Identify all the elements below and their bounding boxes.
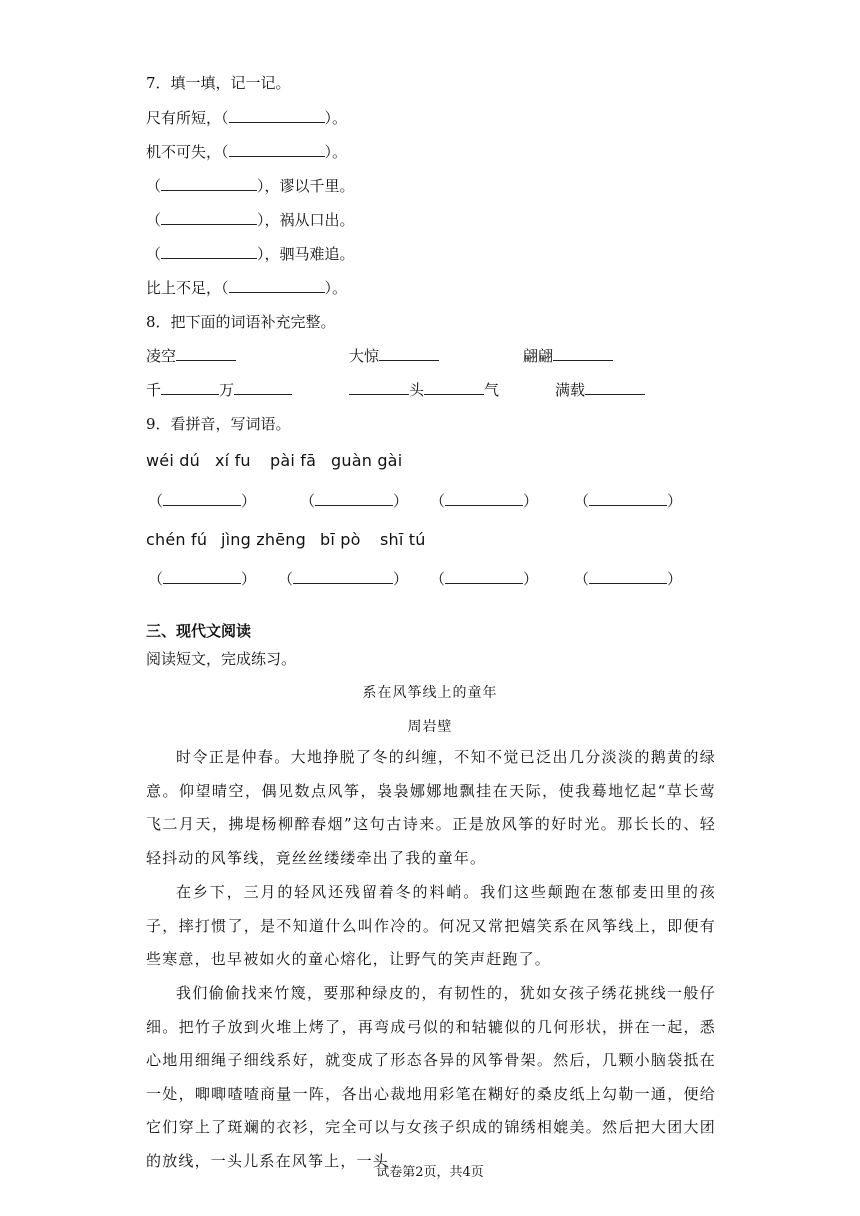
answer-blank[interactable] bbox=[229, 155, 325, 157]
paren-close: ） bbox=[241, 570, 257, 588]
answer-blank[interactable] bbox=[315, 504, 393, 506]
q9-answer-4[interactable] bbox=[574, 490, 682, 511]
paren-open: （ bbox=[574, 492, 590, 510]
q8-word: 千 bbox=[146, 381, 162, 399]
paren-close: ） bbox=[667, 570, 683, 588]
paren-open: （ bbox=[148, 570, 164, 588]
q9-answer-1[interactable] bbox=[148, 490, 256, 511]
q9-answer-6[interactable] bbox=[278, 568, 408, 589]
answer-blank[interactable] bbox=[379, 359, 439, 361]
answer-blank[interactable] bbox=[445, 582, 523, 584]
q7-line-4 bbox=[146, 209, 355, 230]
pinyin-6: jìng zhēng bbox=[221, 530, 306, 549]
answer-blank[interactable] bbox=[585, 393, 645, 395]
q8-heading: 8．把下面的词语补充完整。 bbox=[146, 313, 336, 331]
answer-blank[interactable] bbox=[589, 504, 667, 506]
section-instruction: 阅读短文，完成练习。 bbox=[146, 650, 297, 668]
q7-line-2-after: ）。 bbox=[324, 143, 348, 161]
answer-blank[interactable] bbox=[293, 582, 393, 584]
answer-blank[interactable] bbox=[553, 359, 613, 361]
page-footer: 试卷第2页，共4页 bbox=[376, 1165, 484, 1180]
q9-answer-3[interactable] bbox=[430, 490, 538, 511]
q8-word: 翩翩 bbox=[523, 347, 554, 365]
q8-item-3 bbox=[523, 345, 613, 366]
section-heading: 三、现代文阅读 bbox=[146, 622, 252, 640]
paren-open: （ bbox=[574, 570, 590, 588]
q7-line-1-after: ）。 bbox=[324, 109, 348, 127]
answer-blank[interactable] bbox=[349, 393, 409, 395]
answer-blank[interactable] bbox=[234, 393, 292, 395]
pinyin-4: guàn gài bbox=[331, 451, 403, 470]
q9-answer-2[interactable] bbox=[300, 490, 408, 511]
q8-word: 凌空 bbox=[146, 347, 177, 365]
paren-close: ） bbox=[241, 492, 257, 510]
q7-line-4-before: （ bbox=[146, 211, 162, 229]
pinyin-1: wéi dú bbox=[146, 451, 200, 470]
q8-word: 满载 bbox=[555, 381, 586, 399]
q7-line-2-before: 机不可失，（ bbox=[146, 143, 229, 161]
paren-close: ） bbox=[667, 492, 683, 510]
answer-blank[interactable] bbox=[161, 223, 257, 225]
q7-heading: 7．填一填，记一记。 bbox=[146, 74, 291, 92]
paren-close: ） bbox=[393, 570, 409, 588]
q7-line-1 bbox=[146, 107, 347, 128]
q7-line-1-before: 尺有所短，（ bbox=[146, 109, 229, 127]
article-title: 系在风筝线上的童年 bbox=[362, 685, 498, 701]
q8-item-4 bbox=[146, 379, 292, 400]
q8-word: 气 bbox=[484, 381, 500, 399]
answer-blank[interactable] bbox=[229, 121, 325, 123]
paren-open: （ bbox=[430, 570, 446, 588]
article-paragraph-1: 时令正是仲春。大地挣脱了冬的纠缠，不知不觉已泛出几分淡淡的鹅黄的绿意。仰望晴空，偶见数点风筝，袅袅娜娜地飘挂在天际，使我蓦地忆起“草长莺飞二月天，拂堤杨柳醉春烟”这句古诗来。正是放风筝的好时光。那长长的、轻轻抖动的风筝线，竟丝丝缕缕牵出了我的童年。 bbox=[146, 748, 716, 867]
paren-close: ） bbox=[393, 492, 409, 510]
answer-blank[interactable] bbox=[229, 291, 325, 293]
q7-line-3 bbox=[146, 175, 355, 196]
paren-open: （ bbox=[148, 492, 164, 510]
paren-open: （ bbox=[430, 492, 446, 510]
pinyin-3: pài fā bbox=[270, 451, 317, 470]
answer-blank[interactable] bbox=[161, 393, 219, 395]
answer-blank[interactable] bbox=[176, 359, 236, 361]
answer-blank[interactable] bbox=[424, 393, 484, 395]
article-paragraph-3: 我们偷偷找来竹篾，要那种绿皮的，有韧性的，犹如女孩子绣花挑线一般仔细。把竹子放到火堆上烤了，再弯成弓似的和轱辘似的几何形状，拼在一起，悉心地用细绳子细线系好，就变成了形态各异的风筝骨架。然后，几颗小脑袋抵在一处，唧唧喳喳商量一阵，各出心裁地用彩笔在糊好的桑皮纸上勾勒一通，便给它们穿上了斑斓的衣衫，完全可以与女孩子织成的锦绣相媲美。然后把大团大团的放线，一头儿系在风筝上，一头 bbox=[146, 984, 716, 1170]
q8-word: 万 bbox=[219, 381, 235, 399]
q8-item-1 bbox=[146, 345, 236, 366]
paren-open: （ bbox=[300, 492, 316, 510]
q7-line-5-before: （ bbox=[146, 245, 162, 263]
answer-blank[interactable] bbox=[161, 189, 257, 191]
answer-blank[interactable] bbox=[161, 257, 257, 259]
q8-item-2 bbox=[349, 345, 439, 366]
q7-line-6-before: 比上不足，（ bbox=[146, 279, 229, 297]
pinyin-7: bī pò bbox=[320, 530, 361, 549]
pinyin-8: shī tú bbox=[380, 530, 426, 549]
q8-word: 大惊 bbox=[349, 347, 380, 365]
q7-line-3-before: （ bbox=[146, 177, 162, 195]
q9-answer-5[interactable] bbox=[148, 568, 256, 589]
q7-line-5 bbox=[146, 243, 355, 264]
paren-close: ） bbox=[523, 570, 539, 588]
q7-line-4-after: ），祸从口出。 bbox=[257, 211, 355, 229]
q8-word: 头 bbox=[409, 381, 425, 399]
paren-open: （ bbox=[278, 570, 294, 588]
q7-line-2 bbox=[146, 141, 347, 162]
pinyin-2: xí fu bbox=[215, 451, 251, 470]
q8-item-6 bbox=[555, 379, 645, 400]
answer-blank[interactable] bbox=[163, 582, 241, 584]
pinyin-5: chén fú bbox=[146, 530, 208, 549]
answer-blank[interactable] bbox=[445, 504, 523, 506]
answer-blank[interactable] bbox=[163, 504, 241, 506]
q7-line-6-after: ）。 bbox=[324, 279, 348, 297]
q7-line-3-after: ），谬以千里。 bbox=[257, 177, 355, 195]
paren-close: ） bbox=[523, 492, 539, 510]
answer-blank[interactable] bbox=[589, 582, 667, 584]
q8-item-5 bbox=[349, 379, 499, 400]
q9-heading: 9．看拼音，写词语。 bbox=[146, 415, 291, 433]
q9-answer-8[interactable] bbox=[574, 568, 682, 589]
article-author: 周岩壁 bbox=[407, 719, 453, 735]
q9-answer-7[interactable] bbox=[430, 568, 538, 589]
article-paragraph-2: 在乡下，三月的轻风还残留着冬的料峭。我们这些颠跑在葱郁麦田里的孩子，摔打惯了，是不知道什么叫作冷的。何况又常把嬉笑系在风筝线上，即便有些寒意，也早被如火的童心熔化，让野气的笑声赶跑了。 bbox=[146, 883, 716, 969]
q7-line-5-after: ），驷马难追。 bbox=[257, 245, 355, 263]
q7-line-6 bbox=[146, 277, 347, 298]
